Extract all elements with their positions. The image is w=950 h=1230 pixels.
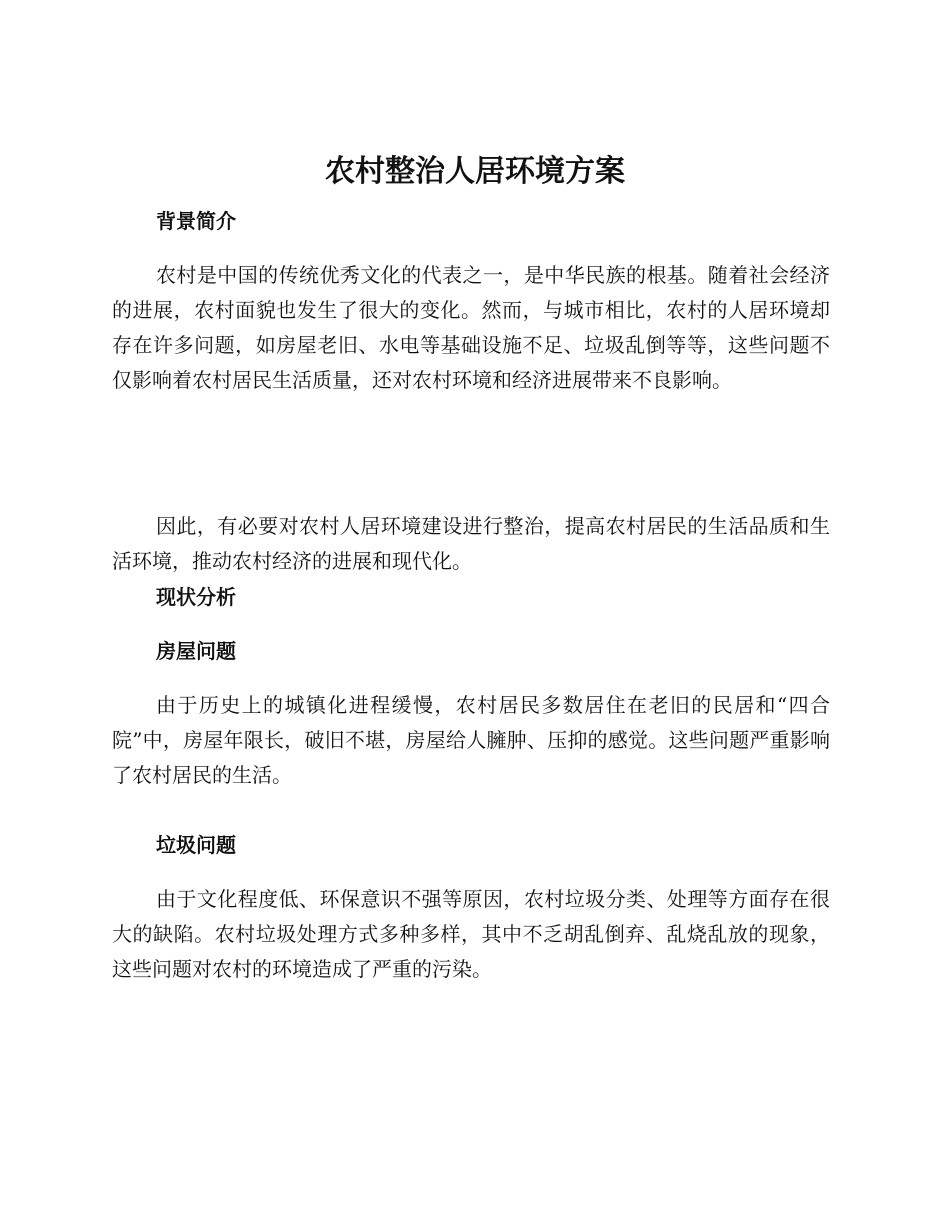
paragraph-background-1: 农村是中国的传统优秀文化的代表之一，是中华民族的根基。随着社会经济的进展，农村面貌也发生了很大的变化。然而，与城市相比，农村的人居环境却存在许多问题，如房屋老旧、水电等基础设施不足、垃圾乱倒等等，这些问题不仅影响着农村居民生活质量，还对农村环境和经济进展带来不良影响。 <box>112 263 830 392</box>
paragraph-background-2: 因此，有必要对农村人居环境建设进行整治，提高农村居民的生活品质和生活环境，推动农村经济的进展和现代化。 <box>112 514 830 573</box>
section-heading-garbage: 垃圾问题 <box>156 833 236 857</box>
paragraph-garbage: 由于文化程度低、环保意识不强等原因，农村垃圾分类、处理等方面存在很大的缺陷。农村垃圾处理方式多种多样，其中不乏胡乱倒弃、乱烧乱放的现象，这些问题对农村的环境造成了严重的污染。 <box>112 887 830 981</box>
section-heading-status-analysis: 现状分析 <box>156 585 236 609</box>
document-title: 农村整治人居环境方案 <box>325 154 625 189</box>
section-heading-background: 背景简介 <box>156 209 236 233</box>
section-heading-housing: 房屋问题 <box>156 639 236 663</box>
paragraph-housing: 由于历史上的城镇化进程缓慢，农村居民多数居住在老旧的民居和“四合院”中，房屋年限长，破旧不堪，房屋给人臃肿、压抑的感觉。这些问题严重影响了农村居民的生活。 <box>112 693 830 787</box>
